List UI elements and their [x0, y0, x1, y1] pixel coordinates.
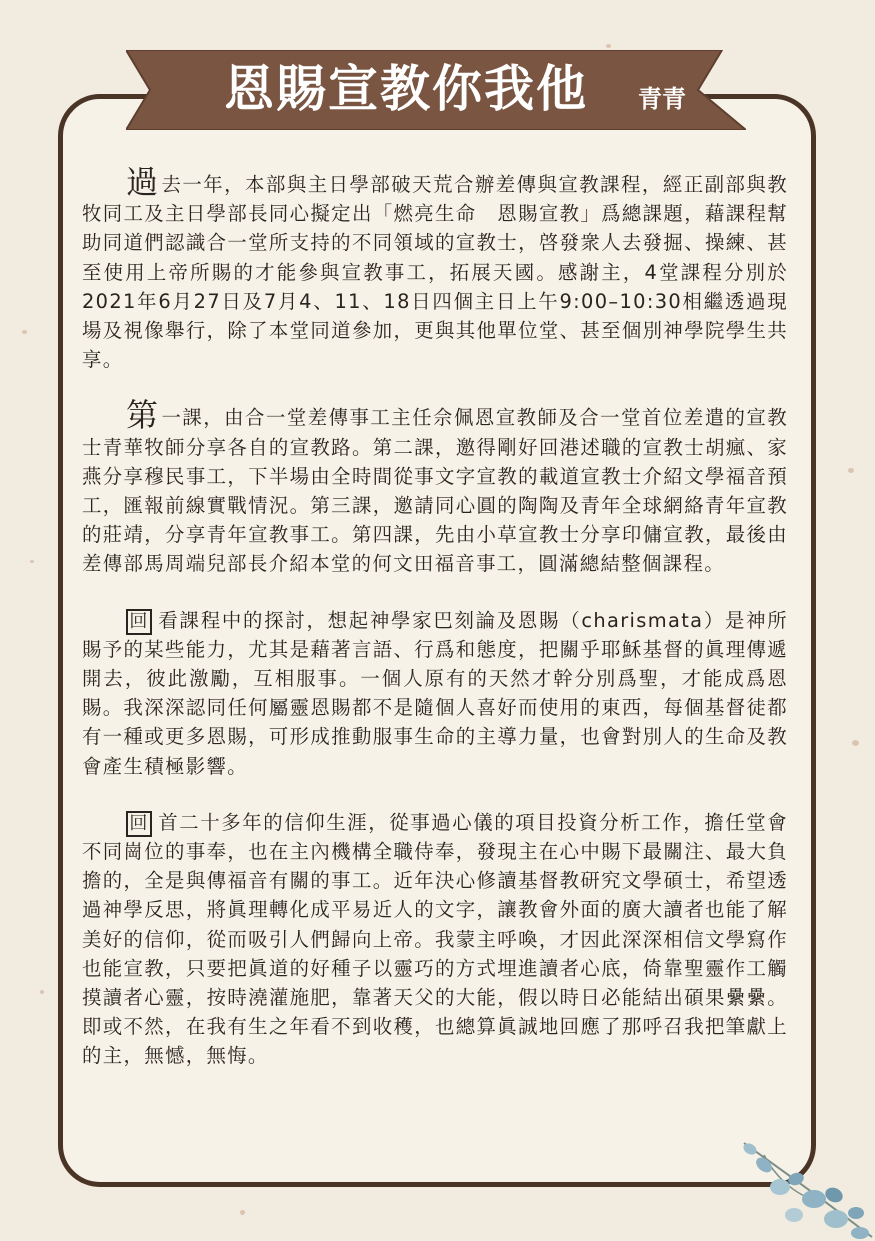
paper-speck: [30, 560, 34, 563]
page-title: 恩賜宣教你我他: [224, 60, 588, 118]
author-name: 青青: [638, 85, 686, 113]
paragraph-lead-char-boxed: 回: [126, 811, 152, 837]
paper-speck: [240, 1210, 245, 1215]
paper-speck: [852, 740, 859, 746]
paragraph-3: [82, 606, 788, 781]
paper-speck: [606, 44, 611, 48]
paragraph-lead-char-boxed: 回: [126, 609, 152, 635]
paper-speck: [40, 990, 44, 994]
article-body: [82, 163, 788, 1098]
paragraph-text: 看課程中的探討，想起神學家巴刻論及恩賜（charismata）是神所賜予的某些能力，尤其是藉著言語、行爲和態度，把關乎耶穌基督的眞理傳遞開去，彼此激勵，互相服事。一個人原有的天然才幹分別爲聖，才能成爲恩賜。我深深認同任何屬靈恩賜都不是隨個人喜好而使用的東西，每個基督徒都有一種或更多恩賜，可形成推動服事生命的主導力量，也會對別人的生命及教會產生積極影響。: [82, 608, 788, 778]
eucalyptus-leaves-icon: [734, 1135, 875, 1241]
paragraph-text: 一課，由合一堂差傳事工主任佘佩恩宣教師及合一堂首位差遣的宣教士青華牧師分享各自的宣教路。第二課，邀得剛好回港述職的宣教士胡瘋、家燕分享穆民事工，下半場由全時間從事文字宣教的載道宣教士介紹文學福音預工，匯報前線實戰情況。第三課，邀請同心圓的陶陶及青年全球網絡青年宣教的莊靖，分享青年宣教事工。第四課，先由小草宣教士分享印傭宣教，最後由差傳部馬周端兒部長介紹本堂的何文田福音事工，圓滿總結整個課程。: [82, 406, 788, 576]
paragraph-text: 去一年，本部與主日學部破天荒合辦差傳與宣教課程，經正副部與教牧同工及主日學部長同心擬定出「燃亮生命 恩賜宣教」爲總課題，藉課程幫助同道們認識合一堂所支持的不同領域的宣教士，啓發衆人去發掘、操練、甚至使用上帝所賜的才能參與宣教事工，拓展天國。感謝主，4堂課程分別於2021年6月27日及7月4、11、18日四個主日上午9:00–10:30相繼透過現場及視像舉行，除了本堂同道參加，更與其他單位堂、甚至個別神學院學生共享。: [82, 173, 788, 372]
paragraph-lead-char: 過: [126, 163, 160, 201]
title-banner: [126, 50, 746, 130]
paragraph-1: [82, 163, 788, 374]
paragraph-text: 首二十多年的信仰生涯，從事過心儀的項目投資分析工作，擔任堂會不同崗位的事奉，也在主內機構全職侍奉，發現主在心中賜下最關注、最大負擔的，全是與傳福音有關的事工。近年決心修讀基督教研究文學碩士，希望透過神學反思，將眞理轉化成平易近人的文字，讓教會外面的廣大讀者也能了解美好的信仰，從而吸引人們歸向上帝。我蒙主呼喚，才因此深深相信文學寫作也能宣教，只要把眞道的好種子以靈巧的方式埋進讀者心底，倚靠聖靈作工觸摸讀者心靈，按時澆灌施肥，靠著天父的大能，假以時日必能結出碩果纍纍。即或不然，在我有生之年看不到收穫，也總算眞誠地回應了那呼召我把筆獻上的主，無憾，無悔。: [82, 810, 788, 1068]
paper-speck: [848, 468, 854, 473]
paragraph-2: [82, 396, 788, 578]
paragraph-lead-char: 第: [126, 396, 160, 435]
paper-speck: [22, 330, 27, 334]
paragraph-4: [82, 808, 788, 1071]
